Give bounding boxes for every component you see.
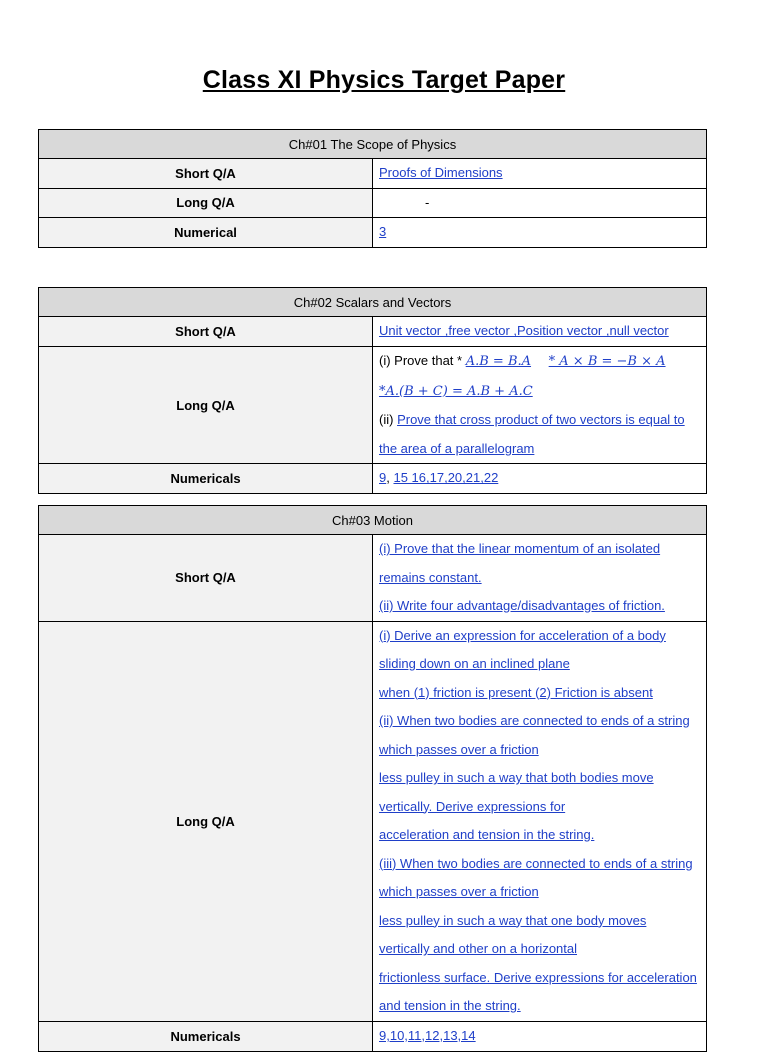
cross-product-area-link[interactable]: Prove that cross product of two vectors is equal to the area of a parallelogram [379, 412, 685, 456]
long-qa-link[interactable]: less pulley in such a way that both bodies move vertically. Derive expressions for [379, 770, 654, 814]
short-qa-label: Short Q/A [39, 159, 373, 189]
chapter-2-table: Ch#02 Scalars and Vectors Short Q/A Unit vector ,free vector ,Position vector ,null vector Long Q/A (i) Prove that * A.B = B.A * A × B = −B × A *A.(B + C) = A.B + A.C (ii) Prove that cross product of two vectors is equal to the area of a parallelogram Numericals 9, 15 16,17,20,21,22 [38, 287, 707, 494]
chapter-1-table [38, 129, 707, 248]
short-qa-label: Short Q/A [39, 317, 373, 347]
numerical-link[interactable]: 9 [379, 470, 387, 486]
numericals-label: Numericals [39, 1021, 373, 1051]
dot-product-commutative-link[interactable]: A.B = B.A [465, 354, 532, 369]
long-qa-value: - [425, 194, 430, 210]
dot-product-distributive-link[interactable]: *A.(B + C) = A.B + A.C [379, 383, 533, 399]
long-qa-label: Long Q/A [39, 621, 373, 1021]
long-qa-link[interactable]: when (1) friction is present (2) Friction is absent [379, 684, 653, 700]
long-qa-link[interactable]: frictionless surface. Derive expressions for acceleration and tension in the string. [379, 969, 697, 1013]
chapter-1-heading: Ch#01 The Scope of Physics [39, 130, 707, 159]
chapter-3-heading: Ch#03 Motion [39, 506, 707, 535]
short-qa-link[interactable]: Unit vector ,free vector ,Position vector ,null vector [379, 323, 669, 339]
short-qa-link[interactable]: Proofs of Dimensions [379, 165, 503, 180]
short-qa-link[interactable]: (ii) Write four advantage/disadvantages of friction. [379, 598, 665, 613]
long-qa-link[interactable]: (iii) When two bodies are connected to ends of a string which passes over a friction [379, 855, 693, 899]
numerical-link[interactable]: 9,10,11,12,13,14 [379, 1027, 476, 1043]
long-qa-link[interactable]: (i) Derive an expression for acceleration of a body sliding down on an inclined plane [379, 627, 666, 671]
numerical-link[interactable]: 15 16,17,20,21,22 [393, 470, 499, 486]
cross-product-anticommutative-link[interactable]: * A × B = −B × A [548, 354, 666, 369]
long-qa-link[interactable]: acceleration and tension in the string. [379, 827, 595, 842]
long-qa-link[interactable]: (ii) When two bodies are connected to ends of a string which passes over a friction [379, 713, 690, 757]
long-qa-line-1: (i) Prove that * A.B = B.A * A × B = −B × A *A.(B + C) = A.B + A.C [379, 353, 666, 399]
long-qa-line-2: (ii) Prove that cross product of two vectors is equal to the area of a parallelogram [379, 412, 685, 456]
short-qa-link[interactable]: (i) Prove that the linear momentum of an isolated remains constant. [379, 541, 661, 585]
long-qa-label: Long Q/A [39, 188, 373, 218]
long-qa-label: Long Q/A [39, 347, 373, 464]
chapter-2-heading: Ch#02 Scalars and Vectors [39, 288, 707, 317]
numerical-link[interactable]: 3 [379, 224, 387, 239]
page-title: Class XI Physics Target Paper [202, 66, 566, 94]
numerical-label: Numerical [39, 218, 373, 248]
chapter-3-table [38, 505, 707, 1052]
long-qa-link[interactable]: less pulley in such a way that one body moves vertically and other on a horizontal [379, 912, 647, 956]
numericals-label: Numericals [39, 464, 373, 494]
short-qa-label: Short Q/A [39, 535, 373, 622]
